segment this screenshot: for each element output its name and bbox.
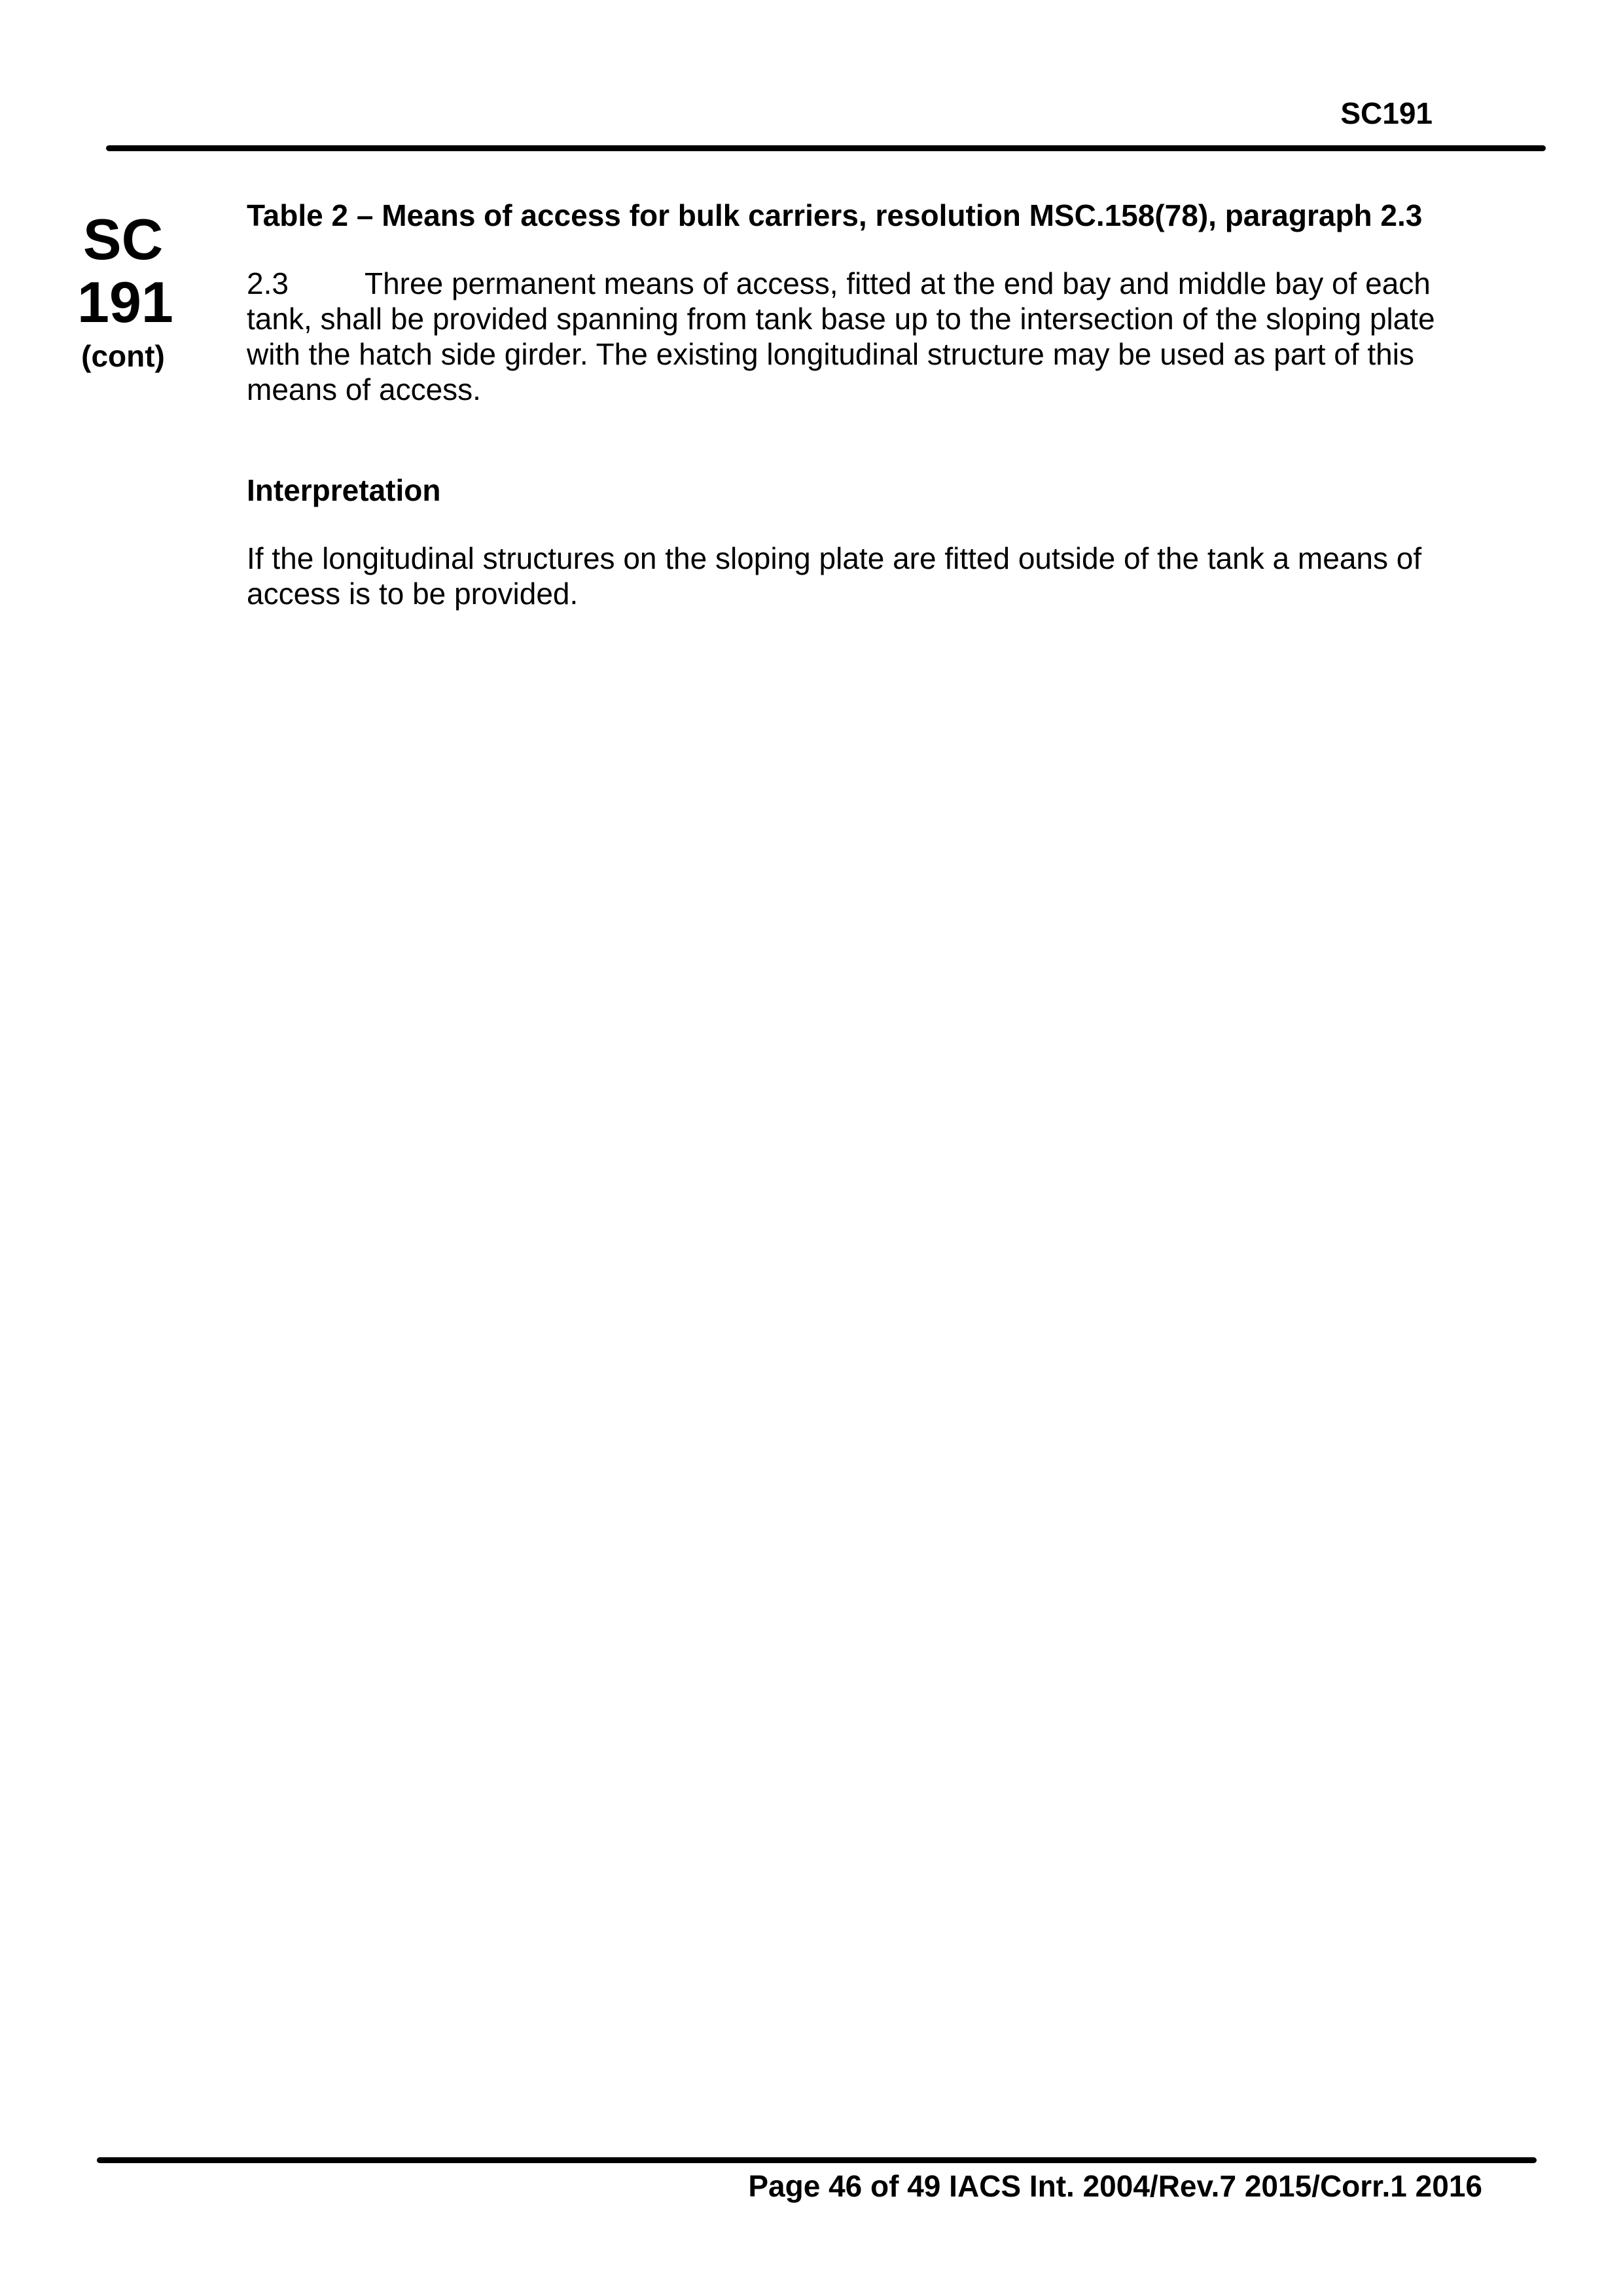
side-label-continued: (cont) (81, 339, 165, 373)
main-content (247, 198, 1451, 611)
paragraph-number: 2.3 (247, 266, 289, 300)
interpretation-heading: Interpretation (247, 473, 441, 507)
side-label (77, 207, 173, 374)
header-rule (106, 145, 1546, 151)
regulation-paragraph (247, 266, 1451, 407)
interpretation-text: If the longitudinal structures on the sloping plate are fitted outside of the tank a means of access is to be provided. (247, 541, 1422, 611)
side-label-prefix: SC (82, 207, 164, 272)
header-document-code: SC191 (1340, 96, 1433, 130)
footer-rule (97, 2157, 1537, 2163)
table-title: Table 2 – Means of access for bulk carriers, resolution MSC.158(78), paragraph 2.3 (247, 198, 1423, 232)
side-label-number: 191 (77, 270, 173, 334)
paragraph-text: Three permanent means of access, fitted at the end bay and middle bay of each tank, shall be provided spanning from tank base up to the intersection of the sloping plate with the hatch side girder. The existing longitudinal structure may be used as part of this means of access. (247, 266, 1435, 406)
footer-page-info: Page 46 of 49 IACS Int. 2004/Rev.7 2015/Corr.1 2016 (748, 2169, 1482, 2203)
